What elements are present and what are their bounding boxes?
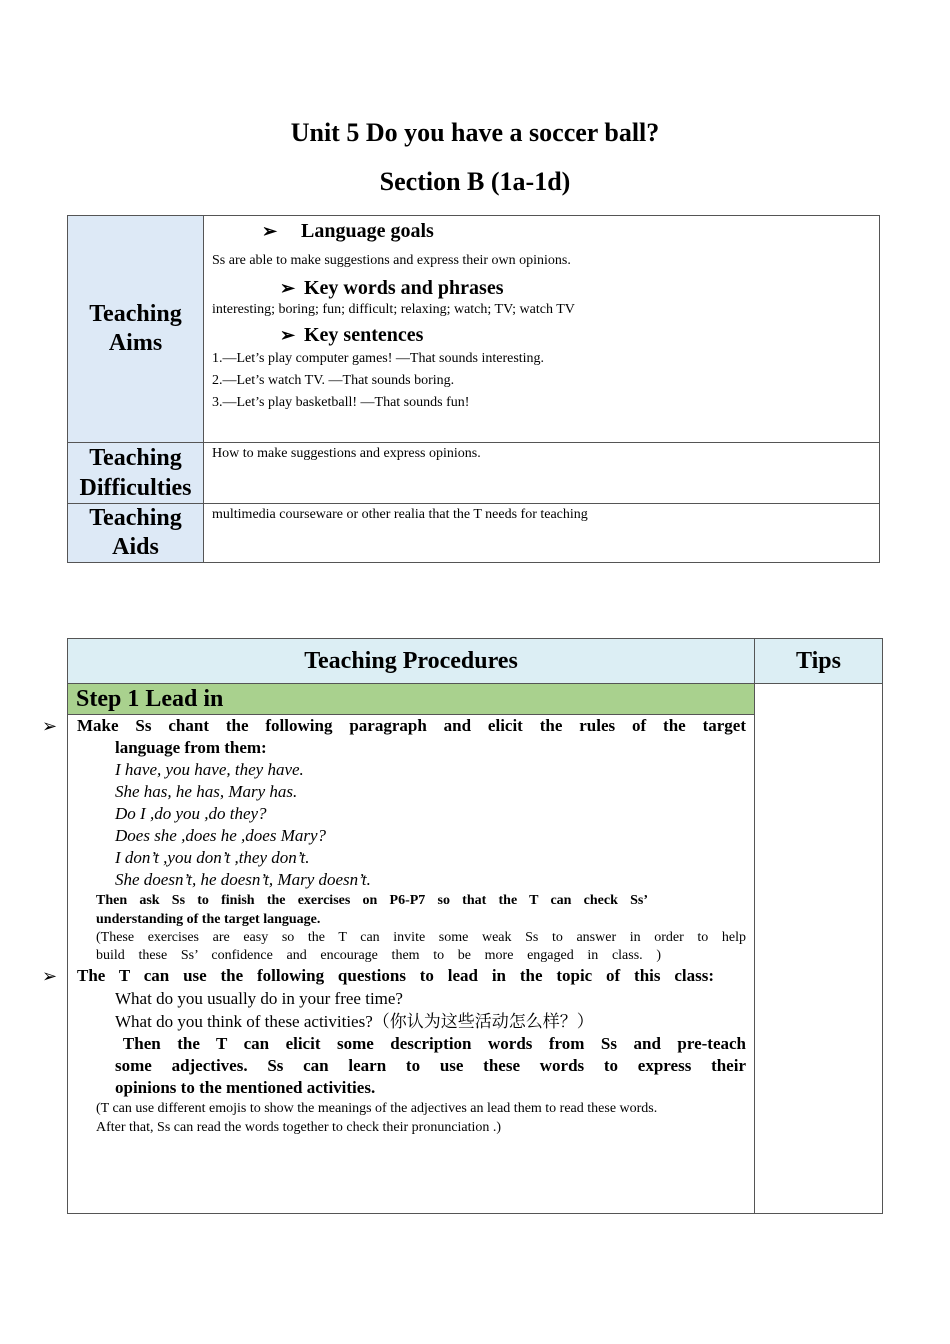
elicit-line-2: some adjectives. Ss can learn to use these words to express their xyxy=(115,1056,746,1075)
teaching-aids-content xyxy=(204,504,880,563)
elicit-line-3: opinions to the mentioned activities. xyxy=(115,1078,376,1097)
arrow-bullet-icon: ➢ xyxy=(280,325,296,345)
chant-line: Does she ,does he ,does Mary? xyxy=(115,826,327,845)
teaching-aids-label xyxy=(68,504,204,563)
bullet-block-2 xyxy=(42,965,746,987)
key-words-text: interesting; boring; fun; difficult; relaxing; watch; TV; watch TV xyxy=(212,302,575,317)
key-sentences-head-text: Key sentences xyxy=(304,324,424,346)
then-line-2: understanding of the target language. xyxy=(96,912,321,927)
then-line-1: Then ask Ss to finish the exercises on P6-P7 so that the T can check Ss’ xyxy=(96,893,648,908)
teaching-difficulties-text: How to make suggestions and express opinions. xyxy=(212,446,481,461)
note-line-1: (These exercises are easy so the T can invite some weak Ss to answer in order to help xyxy=(96,930,746,945)
question-2: What do you think of these activities?（你认为这些活动怎么样？） xyxy=(115,1012,594,1031)
key-sentences-heading xyxy=(212,323,879,348)
teaching-difficulties-label xyxy=(68,443,204,504)
arrow-bullet-icon: ➢ xyxy=(42,966,58,986)
chant-line: Do I ,do you ,do they? xyxy=(115,804,267,823)
bullet-block-1 xyxy=(42,715,746,759)
procedures-cell xyxy=(42,684,755,1214)
note-2-line-1: (T can use different emojis to show the meanings of the adjectives an lead them to read these words. xyxy=(96,1101,658,1116)
step-1-heading: Step 1 Lead in xyxy=(68,684,754,715)
procedures-table xyxy=(42,638,883,1214)
page-title: Unit 5 Do you have a soccer ball? xyxy=(290,118,660,147)
bullet-1-line-2: language from them: xyxy=(115,738,267,757)
aims-table xyxy=(67,215,880,563)
key-sentence: 1.—Let’s play computer games! —That sounds interesting. xyxy=(212,351,545,366)
procedures-header: Teaching Procedures xyxy=(68,639,755,684)
note-2-line-2: After that, Ss can read the words together to check their pronunciation .) xyxy=(96,1120,502,1135)
arrow-bullet-icon: ➢ xyxy=(262,221,278,241)
teaching-aims-label-text: Teaching Aims xyxy=(89,301,182,356)
language-goals-heading xyxy=(212,217,879,245)
step-1-body xyxy=(42,715,754,1213)
key-words-heading xyxy=(212,276,879,300)
teaching-aims-content xyxy=(204,216,880,443)
arrow-bullet-icon: ➢ xyxy=(280,278,296,298)
key-sentence: 3.—Let’s play basketball! —That sounds fun! xyxy=(212,395,470,410)
language-goals-head-text: Language goals xyxy=(301,220,434,242)
key-sentence: 2.—Let’s watch TV. —That sounds boring. xyxy=(212,373,455,388)
bullet-1-line-1: Make Ss chant the following paragraph and elicit the rules of the target xyxy=(77,716,746,735)
chant-line: I don’t ,you don’t ,they don’t. xyxy=(115,848,310,867)
teaching-difficulties-label-text: Teaching Difficulties xyxy=(79,445,192,501)
teaching-aims-label xyxy=(68,216,204,443)
question-1: What do you usually do in your free time? xyxy=(115,989,403,1008)
key-words-head-text: Key words and phrases xyxy=(304,277,504,299)
chant-line: She has, he has, Mary has. xyxy=(115,782,298,801)
elicit-line-1: Then the T can elicit some description words from Ss and pre-teach xyxy=(115,1034,746,1053)
arrow-bullet-icon: ➢ xyxy=(42,716,58,736)
teaching-difficulties-content xyxy=(204,443,880,504)
chant-line: She doesn’t, he doesn’t, Mary doesn’t. xyxy=(115,870,371,889)
teaching-aids-text: multimedia courseware or other realia that the T needs for teaching xyxy=(212,507,588,522)
tips-header: Tips xyxy=(755,639,883,684)
language-goals-text: Ss are able to make suggestions and express their own opinions. xyxy=(212,253,571,268)
chant-line: I have, you have, they have. xyxy=(115,760,304,779)
tips-cell xyxy=(755,684,883,1214)
bullet-2-line: The T can use the following questions to lead in the topic of this class: xyxy=(77,966,714,985)
note-line-2: build these Ss’ confidence and encourage them to be more engaged in class. ) xyxy=(96,948,661,963)
page-subtitle: Section B (1a-1d) xyxy=(379,167,571,196)
teaching-aids-label-text: Teaching Aids xyxy=(89,505,182,560)
